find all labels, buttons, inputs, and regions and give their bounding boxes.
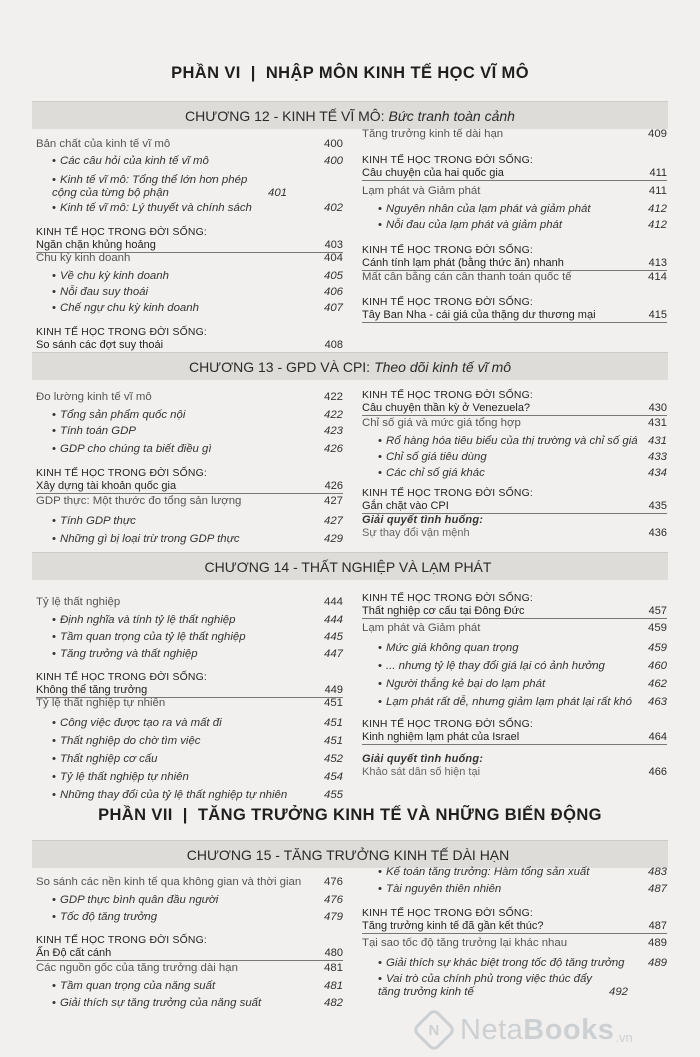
- toc-entry-text: Tăng trưởng kinh tế dài hạn: [362, 128, 504, 140]
- toc-page-number: 422: [323, 409, 343, 421]
- toc-entry-text: • GDP thực bình quân đầu người: [52, 894, 318, 907]
- chapter-title: CHƯƠNG 14 - THẤT NGHIỆP VÀ LẠM PHÁT: [204, 558, 492, 575]
- toc-page-number: 462: [647, 678, 667, 690]
- toc-page-number: 487: [648, 920, 667, 932]
- toc-page-number: 447: [323, 648, 343, 660]
- toc-page-number: 426: [323, 443, 343, 455]
- toc-entry-text: • Giải thích sự tăng trưởng của năng suất: [52, 997, 318, 1010]
- toc-page-number: 431: [647, 417, 667, 429]
- case-study-box: [362, 753, 667, 779]
- toc-entry[interactable]: [362, 467, 667, 480]
- toc-entry[interactable]: [362, 731, 667, 745]
- toc-page-number: 411: [648, 185, 667, 197]
- economics-in-life-box: [362, 718, 667, 745]
- toc-entry[interactable]: [36, 239, 343, 253]
- toc-page-number: 481: [323, 962, 343, 974]
- toc-entry[interactable]: [36, 302, 343, 315]
- chapter-title: CHƯƠNG 15 - TĂNG TRƯỞNG KINH TẾ DÀI HẠN: [186, 846, 510, 863]
- toc-page-number: 402: [323, 202, 343, 214]
- toc-entry[interactable]: [36, 596, 343, 609]
- toc-entry[interactable]: [36, 735, 343, 748]
- toc-entry[interactable]: [36, 155, 343, 168]
- toc-entry-text: • Nỗi đau của lạm phát và giảm phát: [378, 219, 642, 232]
- watermark-brand: [460, 1014, 614, 1047]
- toc-page-number: 449: [324, 684, 343, 696]
- toc-page-number: 400: [323, 138, 343, 150]
- toc-entry[interactable]: [362, 622, 667, 635]
- toc-entry-text: • Kinh tế vĩ mô: Tổng thể lớn hơn phép cộng của từng bộ phận: [52, 174, 262, 200]
- toc-entry-text: Tây Ban Nha - cái giá của thặng dư thương mại: [362, 309, 596, 321]
- toc-entry-text: Câu chuyện của hai quốc gia: [362, 167, 504, 179]
- toc-entry-text: Khảo sát dân số hiện tại: [362, 766, 481, 778]
- toc-page-number: 451: [323, 735, 343, 747]
- brand-part-a: Neta: [460, 1013, 524, 1046]
- toc-entry-text: • Các câu hỏi của kinh tế vĩ mô: [52, 155, 318, 168]
- toc-entry-text: Xây dựng tài khoản quốc gia: [36, 480, 177, 492]
- toc-entry[interactable]: [362, 696, 667, 709]
- toc-entry[interactable]: [362, 435, 667, 448]
- toc-page-number: 482: [323, 997, 343, 1009]
- toc-entry[interactable]: [36, 495, 343, 508]
- economics-in-life-box: [362, 296, 667, 323]
- toc-page-number: 433: [647, 451, 667, 463]
- toc-entry[interactable]: [36, 202, 343, 215]
- toc-entry-text: • Công việc được tạo ra và mất đi: [52, 717, 318, 730]
- toc-entry[interactable]: [36, 894, 343, 907]
- toc-page-number: 403: [324, 239, 343, 251]
- toc-entry-text: Đo lường kinh tế vĩ mô: [36, 391, 152, 403]
- toc-entry-text: • Tính toán GDP: [52, 425, 318, 438]
- toc-entry-text: Tại sao tốc độ tăng trưởng lại khác nhau: [362, 937, 568, 949]
- toc-entry-text: • Tầm quan trọng của tỷ lệ thất nghiệp: [52, 631, 318, 644]
- case-heading: Giải quyết tình huống:: [362, 753, 484, 765]
- toc-entry[interactable]: [36, 997, 343, 1010]
- toc-entry-text: GDP thực: Một thước đo tổng sản lượng: [36, 495, 242, 507]
- toc-page-number: 481: [323, 980, 343, 992]
- economics-in-life-box: [36, 226, 343, 253]
- toc-page-number: 409: [647, 128, 667, 140]
- toc-page-number: 435: [648, 500, 667, 512]
- toc-entry[interactable]: [36, 789, 343, 802]
- eco-heading: KINH TẾ HỌC TRONG ĐỜI SỐNG:: [362, 593, 533, 604]
- toc-entry[interactable]: [362, 417, 667, 430]
- toc-entry-text: Tỷ lệ thất nghiệp: [36, 596, 121, 608]
- toc-page-number: 406: [323, 286, 343, 298]
- toc-page-number: 454: [323, 771, 343, 783]
- toc-entry-text: Lạm phát và Giảm phát: [362, 185, 481, 197]
- toc-entry-text: • Tổng sản phẩm quốc nội: [52, 409, 318, 422]
- toc-page-number: 463: [647, 696, 667, 708]
- toc-entry-text: • Người thắng kẻ bại do lạm phát: [378, 678, 642, 691]
- toc-entry[interactable]: [36, 425, 343, 438]
- toc-entry-text: • Mức giá không quan trọng: [378, 642, 642, 655]
- eco-heading: KINH TẾ HỌC TRONG ĐỜI SỐNG:: [36, 327, 207, 338]
- toc-entry[interactable]: [36, 409, 343, 422]
- toc-entry-text: • Thất nghiệp cơ cấu: [52, 753, 318, 766]
- toc-entry[interactable]: [36, 771, 343, 784]
- toc-page-number: 451: [323, 717, 343, 729]
- toc-page-number: 429: [323, 533, 343, 545]
- toc-entry-text: Thất nghiệp cơ cấu tại Đông Đức: [362, 605, 525, 617]
- economics-in-life-box: [36, 671, 343, 698]
- toc-entry-text: Sự thay đổi vận mệnh: [362, 527, 470, 539]
- economics-in-life-box: [362, 154, 667, 181]
- toc-entry[interactable]: [362, 920, 667, 934]
- toc-page-number: 466: [648, 766, 667, 778]
- part-title: [0, 806, 700, 825]
- toc-entry[interactable]: [362, 402, 667, 416]
- toc-page-number: 459: [647, 622, 667, 634]
- toc-entry[interactable]: [36, 631, 343, 644]
- toc-entry[interactable]: [36, 286, 343, 299]
- toc-page-number: 431: [647, 435, 667, 447]
- toc-page-number: 457: [648, 605, 667, 617]
- toc-page-number: 487: [647, 883, 667, 895]
- part-separator: |: [250, 64, 256, 82]
- toc-entry[interactable]: [36, 980, 343, 993]
- toc-page-number: 422: [323, 391, 343, 403]
- economics-in-life-box: [36, 467, 343, 494]
- eco-heading: KINH TẾ HỌC TRONG ĐỜI SỐNG:: [36, 935, 207, 946]
- toc-entry[interactable]: [36, 947, 343, 961]
- toc-entry-text: So sánh các nền kinh tế qua không gian và thời gian: [36, 876, 302, 888]
- toc-page-number: 413: [648, 257, 667, 269]
- toc-page-number: 451: [323, 697, 343, 709]
- toc-page-number: 412: [647, 203, 667, 215]
- toc-entry-text: • Các chỉ số giá khác: [378, 467, 642, 480]
- economics-in-life-box: [36, 326, 343, 353]
- chapter-subtitle: Theo dõi kinh tế vĩ mô: [374, 358, 512, 375]
- toc-page-number: 479: [323, 911, 343, 923]
- toc-page-number: 476: [323, 876, 343, 888]
- toc-page-number: 423: [323, 425, 343, 437]
- toc-entry[interactable]: [36, 876, 343, 889]
- toc-entry-text: • Nỗi đau suy thoái: [52, 286, 318, 299]
- toc-entry-text: Kinh nghiệm lạm phát của Israel: [362, 731, 520, 743]
- toc-entry[interactable]: [362, 678, 667, 691]
- toc-page-number: 400: [323, 155, 343, 167]
- toc-page-number: 434: [647, 467, 667, 479]
- toc-entry-text: Mất cân bằng cán cân thanh toán quốc tế: [362, 271, 572, 283]
- toc-entry[interactable]: [362, 257, 667, 271]
- toc-page-number: 427: [323, 495, 343, 507]
- toc-page-number: 412: [647, 219, 667, 231]
- toc-page-number: 459: [647, 642, 667, 654]
- toc-page-number: 480: [324, 947, 343, 959]
- toc-page-number: 452: [323, 753, 343, 765]
- toc-page-number: 405: [323, 270, 343, 282]
- economics-in-life-box: [362, 592, 667, 619]
- chapter-header: [32, 352, 668, 380]
- toc-entry[interactable]: [36, 648, 343, 661]
- toc-entry-text: • Kinh tế vĩ mô: Lý thuyết và chính sách: [52, 202, 318, 215]
- toc-entry-text: Chỉ số giá và mức giá tổng hợp: [362, 417, 521, 429]
- chapter-header: [32, 840, 668, 868]
- eco-heading: KINH TẾ HỌC TRONG ĐỜI SỐNG:: [362, 297, 533, 308]
- case-study-box: [362, 514, 667, 540]
- toc-entry-text: • Chỉ số giá tiêu dùng: [378, 451, 642, 464]
- eco-heading: KINH TẾ HỌC TRONG ĐỜI SỐNG:: [362, 390, 533, 401]
- toc-page-number: 460: [647, 660, 667, 672]
- part-name: TĂNG TRƯỞNG KINH TẾ VÀ NHỮNG BIẾN ĐỘNG: [197, 806, 602, 824]
- toc-page-number: 476: [323, 894, 343, 906]
- toc-page-number: 415: [648, 309, 667, 321]
- toc-entry-text: • Định nghĩa và tính tỷ lệ thất nghiệp: [52, 614, 318, 627]
- toc-entry-text: • Tài nguyên thiên nhiên: [378, 883, 642, 896]
- toc-entry[interactable]: [36, 515, 343, 528]
- toc-entry[interactable]: [362, 973, 667, 999]
- toc-entry[interactable]: [362, 309, 667, 323]
- toc-entry[interactable]: [36, 911, 343, 924]
- economics-in-life-box: [362, 389, 667, 416]
- chapter-header: [32, 101, 668, 129]
- case-heading: Giải quyết tình huống:: [362, 514, 484, 526]
- eco-heading: KINH TẾ HỌC TRONG ĐỜI SỐNG:: [362, 155, 533, 166]
- toc-entry[interactable]: [36, 717, 343, 730]
- toc-entry-text: • Những thay đổi của tỷ lệ thất nghiệp tự nhiên: [52, 789, 318, 802]
- chapter-subtitle: Bức tranh toàn cảnh: [388, 107, 515, 124]
- toc-entry[interactable]: [362, 766, 667, 779]
- part-label: PHẦN VI: [171, 64, 241, 82]
- eco-heading: KINH TẾ HỌC TRONG ĐỜI SỐNG:: [36, 468, 207, 479]
- toc-page-number: 492: [609, 986, 629, 998]
- toc-entry[interactable]: [362, 167, 667, 181]
- toc-entry[interactable]: [36, 443, 343, 456]
- toc-page-number: 407: [323, 302, 343, 314]
- toc-entry-text: Ngăn chặn khủng hoảng: [36, 239, 156, 251]
- toc-page-number: 427: [323, 515, 343, 527]
- toc-entry-text: • Tỷ lệ thất nghiệp tự nhiên: [52, 771, 318, 784]
- toc-entry-text: • Thất nghiệp do chờ tìm việc: [52, 735, 318, 748]
- toc-page-number: 444: [323, 614, 343, 626]
- toc-entry-text: • Chế ngự chu kỳ kinh doanh: [52, 302, 318, 315]
- toc-entry[interactable]: [362, 451, 667, 464]
- toc-entry[interactable]: [362, 128, 667, 141]
- toc-entry-text: • Rổ hàng hóa tiêu biểu của thị trường và chỉ số giá: [378, 435, 642, 448]
- chapter-title: CHƯƠNG 13 - GPD VÀ CPI:: [188, 358, 371, 375]
- economics-in-life-box: [362, 907, 667, 934]
- toc-entry[interactable]: [362, 271, 667, 284]
- brand-part-b: Books: [523, 1013, 615, 1046]
- netabooks-logo-icon: [411, 1007, 456, 1052]
- toc-entry[interactable]: [362, 660, 667, 673]
- eco-heading: KINH TẾ HỌC TRONG ĐỜI SỐNG:: [36, 672, 207, 683]
- toc-entry-text: Các nguồn gốc của tăng trưởng dài hạn: [36, 962, 238, 974]
- toc-entry-text: • GDP cho chúng ta biết điều gì: [52, 443, 318, 456]
- watermark-suffix: .vn: [615, 1029, 633, 1045]
- toc-page-number: 411: [649, 167, 667, 179]
- toc-entry-text: Không thể tăng trưởng: [36, 684, 148, 696]
- toc-entry[interactable]: [36, 697, 343, 710]
- eco-heading: KINH TẾ HỌC TRONG ĐỜI SỐNG:: [36, 227, 207, 238]
- toc-entry[interactable]: [36, 480, 343, 494]
- toc-entry[interactable]: [362, 203, 667, 216]
- toc-entry-text: • Tốc độ tăng trưởng: [52, 911, 318, 924]
- toc-entry-text: Câu chuyện thần kỳ ở Venezuela?: [362, 402, 531, 414]
- toc-entry-text: • Vai trò của chính phủ trong việc thúc đẩy tăng trưởng kinh tế: [378, 973, 603, 999]
- toc-page-number: 430: [648, 402, 667, 414]
- toc-entry-text: • Tầm quan trọng của năng suất: [52, 980, 318, 993]
- toc-entry[interactable]: [362, 642, 667, 655]
- toc-page-number: 483: [647, 866, 667, 878]
- toc-entry-text: Chu kỳ kinh doanh: [36, 252, 131, 264]
- toc-page-number: 436: [648, 527, 667, 539]
- part-name: NHẬP MÔN KINH TẾ HỌC VĨ MÔ: [265, 64, 529, 82]
- eco-heading: KINH TẾ HỌC TRONG ĐỜI SỐNG:: [362, 719, 533, 730]
- eco-heading: KINH TẾ HỌC TRONG ĐỜI SỐNG:: [362, 245, 533, 256]
- toc-entry-text: Bản chất của kinh tế vĩ mô: [36, 138, 171, 150]
- part-title: [0, 64, 700, 83]
- eco-heading: KINH TẾ HỌC TRONG ĐỜI SỐNG:: [362, 488, 533, 499]
- toc-entry-text: • Lạm phát rất dễ, nhưng giảm lạm phát lại rất khó: [378, 696, 642, 709]
- chapter-header: [32, 552, 668, 580]
- toc-entry-text: Tăng trưởng kinh tế đã gần kết thúc?: [362, 920, 544, 932]
- toc-entry[interactable]: [36, 270, 343, 283]
- toc-entry[interactable]: [36, 533, 343, 546]
- toc-page-number: 408: [324, 339, 343, 351]
- toc-entry[interactable]: [36, 962, 343, 975]
- toc-entry[interactable]: [36, 138, 343, 151]
- toc-entry-text: • Về chu kỳ kinh doanh: [52, 270, 318, 283]
- toc-entry[interactable]: [36, 174, 343, 200]
- toc-entry[interactable]: [36, 252, 343, 265]
- toc-page-number: 401: [268, 187, 288, 199]
- toc-entry[interactable]: [36, 614, 343, 627]
- economics-in-life-box: [362, 244, 667, 271]
- toc-entry-text: Tỷ lệ thất nghiệp tự nhiên: [36, 697, 166, 709]
- toc-page-number: 464: [648, 731, 667, 743]
- toc-entry-text: Ấn Độ cất cánh: [36, 947, 112, 959]
- toc-entry[interactable]: [362, 605, 667, 619]
- toc-entry[interactable]: [362, 500, 667, 514]
- toc-entry-text: • Kế toán tăng trưởng: Hàm tổng sản xuất: [378, 866, 642, 879]
- part-separator: |: [182, 806, 188, 824]
- toc-entry[interactable]: [362, 185, 667, 198]
- eco-heading: KINH TẾ HỌC TRONG ĐỜI SỐNG:: [362, 908, 533, 919]
- toc-entry-text: • Tính GDP thực: [52, 515, 318, 528]
- toc-entry[interactable]: [36, 684, 343, 698]
- toc-page-number: 489: [647, 937, 667, 949]
- toc-page-number: 414: [647, 271, 667, 283]
- toc-entry[interactable]: [362, 937, 667, 950]
- toc-entry[interactable]: [362, 866, 667, 879]
- toc-page-number: 426: [324, 480, 343, 492]
- toc-entry[interactable]: [36, 391, 343, 404]
- toc-entry-text: • Những gì bị loại trừ trong GDP thực: [52, 533, 318, 546]
- toc-page-number: 455: [323, 789, 343, 801]
- economics-in-life-box: [362, 487, 667, 514]
- toc-entry-text: • Giải thích sự khác biệt trong tốc độ tăng trưởng: [378, 957, 642, 970]
- toc-entry[interactable]: [362, 957, 667, 970]
- toc-entry-text: • Nguyên nhân của lạm phát và giảm phát: [378, 203, 642, 216]
- economics-in-life-box: [36, 934, 343, 961]
- netabooks-watermark: [418, 1013, 633, 1047]
- toc-entry[interactable]: [362, 527, 667, 540]
- toc-entry[interactable]: [362, 219, 667, 232]
- toc-entry-text: So sánh các đợt suy thoái: [36, 339, 164, 351]
- logo-letter: N: [428, 1021, 440, 1039]
- toc-entry[interactable]: [36, 753, 343, 766]
- toc-entry-text: Gắn chặt vào CPI: [362, 500, 449, 512]
- toc-entry[interactable]: [36, 339, 343, 353]
- toc-entry-text: • ... nhưng tỷ lệ thay đổi giá lại có ảnh hưởng: [378, 660, 642, 673]
- toc-page-number: 445: [323, 631, 343, 643]
- toc-page-number: 404: [323, 252, 343, 264]
- part-label: PHẦN VII: [98, 806, 173, 824]
- toc-page-number: 444: [323, 596, 343, 608]
- toc-entry-text: • Tăng trưởng và thất nghiệp: [52, 648, 318, 661]
- toc-entry-text: Cánh tính lạm phát (bằng thức ăn) nhanh: [362, 257, 564, 269]
- chapter-title: CHƯƠNG 12 - KINH TẾ VĨ MÔ:: [185, 107, 385, 124]
- toc-entry[interactable]: [362, 883, 667, 896]
- toc-page-number: 489: [647, 957, 667, 969]
- toc-entry-text: Lạm phát và Giảm phát: [362, 622, 481, 634]
